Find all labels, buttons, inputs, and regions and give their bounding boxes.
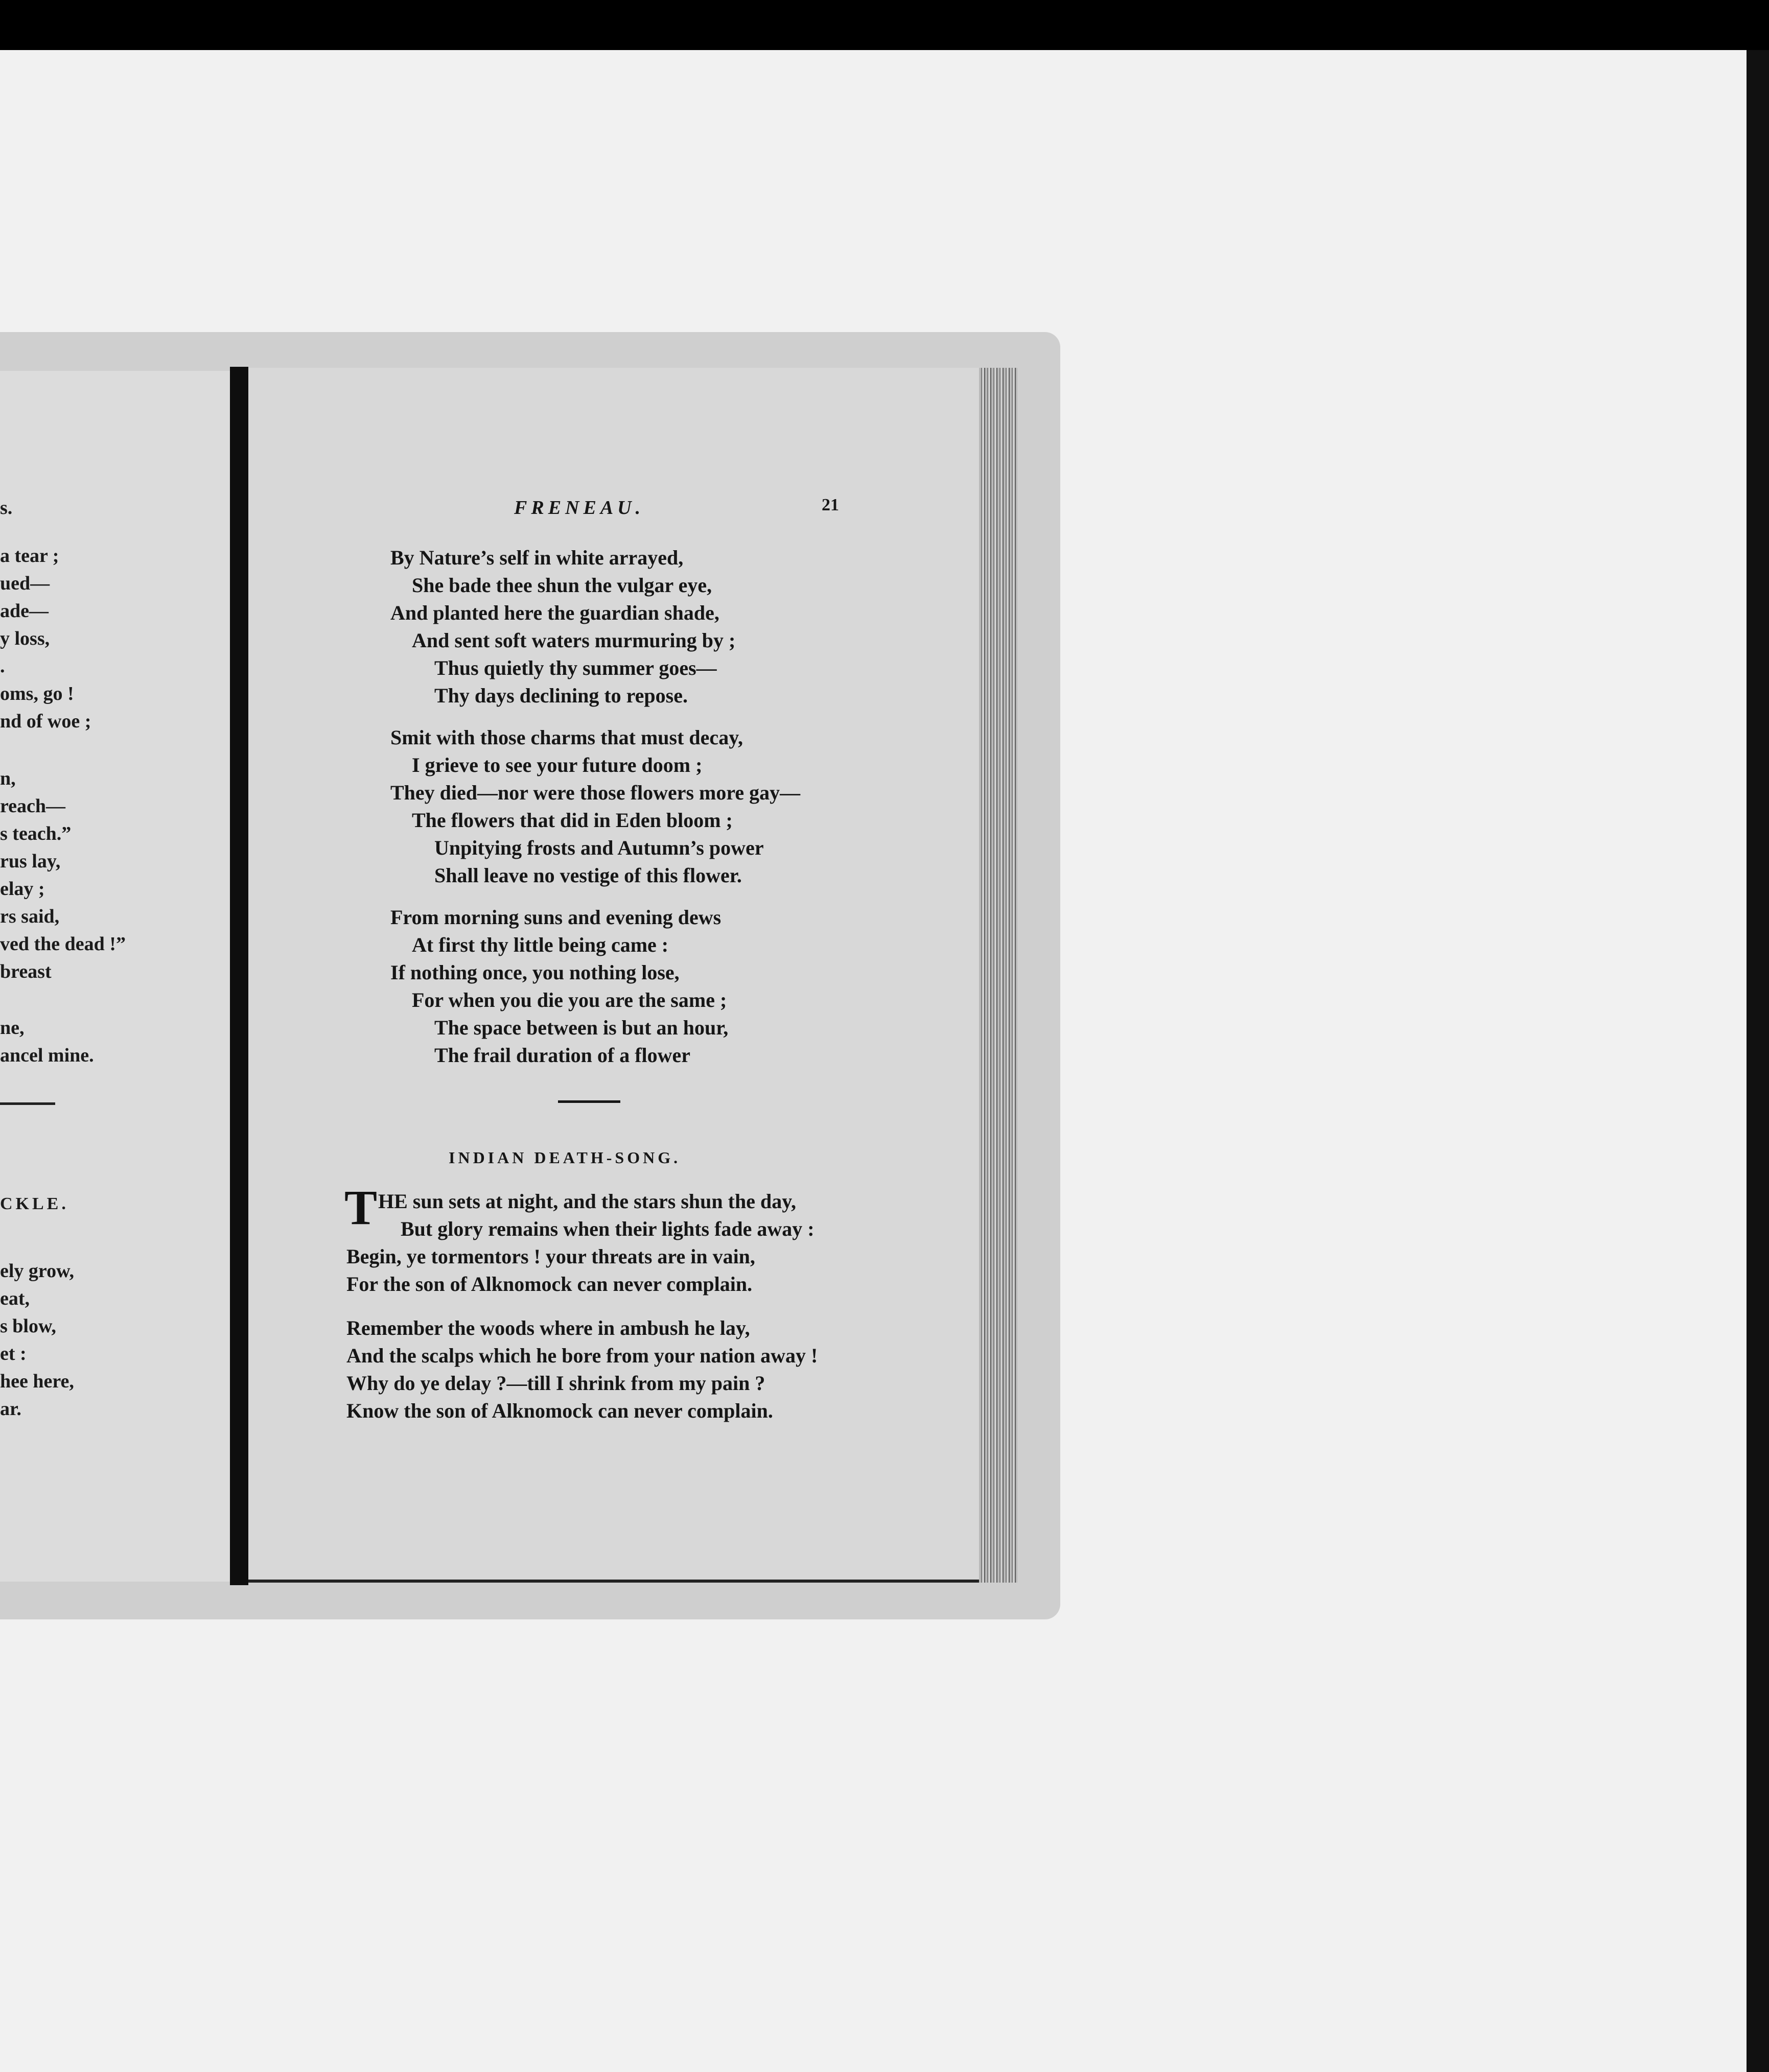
verse-line: For when you die you are the same ; [412, 988, 727, 1011]
verse-line: But glory remains when their lights fade away : [401, 1217, 814, 1240]
verse-line: The space between is but an hour, [434, 1016, 729, 1039]
book-fore-edge [979, 368, 1017, 1583]
verse-line: Smit with those charms that must decay, [390, 726, 743, 749]
book-gutter [230, 367, 248, 1585]
verse-line: And the scalps which he bore from your nation away ! [346, 1344, 818, 1367]
left-fragment: oms, go ! [0, 683, 74, 704]
verse-line: The flowers that did in Eden bloom ; [412, 809, 733, 832]
left-section-rule [0, 1102, 55, 1105]
left-page [0, 371, 230, 1582]
left-fragment: s blow, [0, 1315, 56, 1337]
left-fragment: reach— [0, 795, 66, 817]
verse-line: Thy days declining to repose. [434, 684, 688, 707]
verse-line: They died—nor were those flowers more gay— [390, 781, 801, 804]
verse-line: HE sun sets at night, and the stars shun the day, [378, 1190, 796, 1213]
left-fragment: s teach.” [0, 823, 72, 844]
left-fragment: ade— [0, 600, 49, 622]
left-fragment: ar. [0, 1398, 21, 1420]
left-fragment: ely grow, [0, 1260, 74, 1282]
verse-line: Begin, ye tormentors ! your threats are in vain, [346, 1245, 755, 1268]
verse-line: If nothing once, you nothing lose, [390, 961, 680, 984]
verse-line: Unpitying frosts and Autumn’s power [434, 836, 764, 859]
section-divider [558, 1100, 620, 1103]
left-fragment: ancel mine. [0, 1045, 94, 1066]
verse-line: The frail duration of a flower [434, 1044, 691, 1067]
right-page [248, 368, 979, 1583]
verse-line: Know the son of Alknomock can never complain. [346, 1399, 773, 1422]
verse-line: I grieve to see your future doom ; [412, 754, 703, 776]
drop-cap: T [344, 1180, 378, 1235]
verse-line: And planted here the guardian shade, [390, 601, 719, 624]
left-fragment: rs said, [0, 906, 60, 927]
frame-edge [1747, 50, 1769, 2072]
verse-line: And sent soft waters murmuring by ; [412, 629, 736, 652]
verse-line: Why do ye delay ?—till I shrink from my pain ? [346, 1372, 765, 1395]
left-fragment: eat, [0, 1288, 30, 1309]
verse-line: For the son of Alknomock can never complain. [346, 1273, 753, 1296]
left-fragment: ne, [0, 1017, 25, 1039]
left-fragment: CKLE. [0, 1194, 69, 1213]
left-fragment: et : [0, 1343, 27, 1364]
left-fragment: . [0, 655, 5, 677]
left-fragment: n, [0, 768, 16, 789]
verse-line: From morning suns and evening dews [390, 906, 721, 929]
left-fragment: ved the dead !” [0, 933, 126, 955]
page-number: 21 [822, 496, 839, 514]
left-fragment: s. [0, 497, 13, 519]
verse-line: At first thy little being came : [412, 933, 669, 956]
left-fragment: a tear ; [0, 545, 59, 567]
poem-title: INDIAN DEATH-SONG. [449, 1148, 681, 1167]
left-fragment: hee here, [0, 1371, 74, 1392]
left-fragment: y loss, [0, 628, 50, 649]
left-fragment: breast [0, 961, 52, 982]
left-fragment: nd of woe ; [0, 711, 91, 732]
verse-line: By Nature’s self in white arrayed, [390, 546, 684, 569]
verse-line: Thus quietly thy summer goes— [434, 656, 717, 679]
left-fragment: rus lay, [0, 851, 61, 872]
verse-line: Remember the woods where in ambush he lay, [346, 1316, 750, 1339]
left-fragment: ued— [0, 573, 50, 594]
verse-line: She bade thee shun the vulgar eye, [412, 574, 712, 597]
left-fragment: elay ; [0, 878, 45, 900]
verse-line: Shall leave no vestige of this flower. [434, 864, 742, 887]
running-head: FRENEAU. [514, 497, 645, 519]
